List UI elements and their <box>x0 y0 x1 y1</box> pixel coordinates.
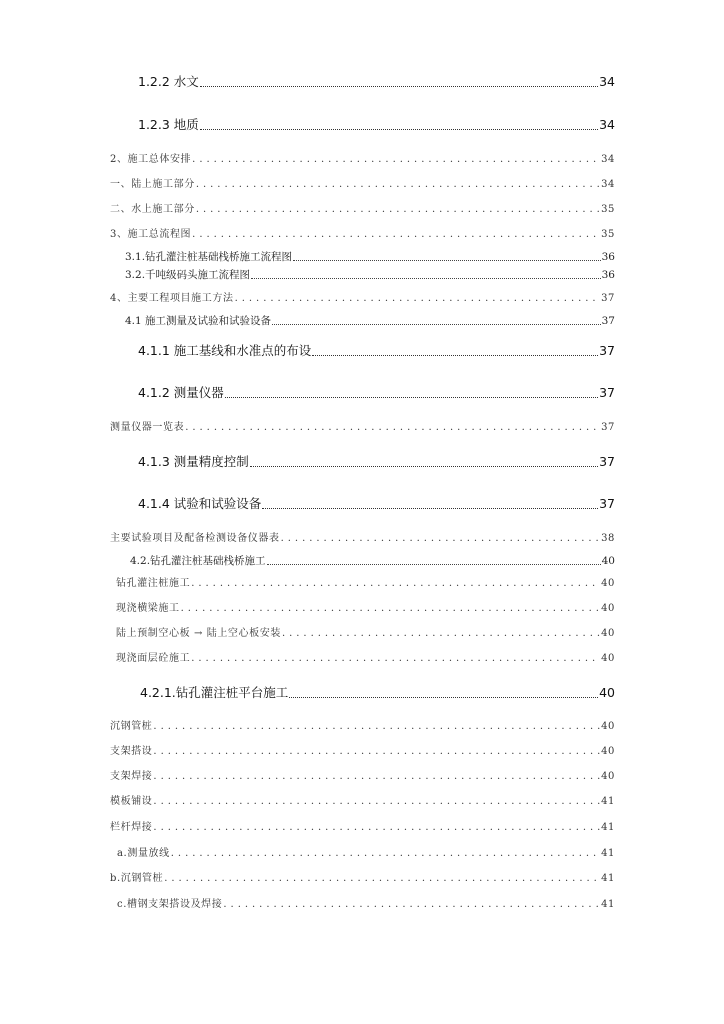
toc-entry-page: 35 <box>601 229 615 240</box>
toc-entry-title: 沉钢管桩 <box>110 721 153 732</box>
toc-entry-title: 4、主要工程项目施工方法 <box>110 293 234 304</box>
toc-entry-title: 1.2.2 水文 <box>138 74 199 89</box>
toc-entry-title: 支架搭设 <box>110 746 153 757</box>
toc-entry[interactable] <box>110 150 615 165</box>
toc-entry-page: 36 <box>601 251 615 263</box>
toc-entry-title: 4.2.钻孔灌注桩基础栈桥施工 <box>130 555 266 567</box>
toc-entry-title: 4.1.4 试验和试验设备 <box>138 496 262 511</box>
toc-entry-page: 40 <box>599 685 615 700</box>
toc-entry-title: 4.1.2 测量仪器 <box>138 385 224 400</box>
toc-entry[interactable] <box>130 553 615 568</box>
toc-entry-page: 37 <box>599 343 615 358</box>
toc-entry-title: 陆上预制空心板 → 陆上空心板安装 <box>116 628 281 639</box>
toc-entry-page: 34 <box>601 154 615 165</box>
toc-entry[interactable] <box>138 341 615 359</box>
toc-entry-page: 40 <box>601 746 615 757</box>
toc-entry-page: 41 <box>601 822 615 833</box>
toc-entry[interactable] <box>125 249 615 264</box>
toc-entry[interactable] <box>117 895 615 910</box>
toc-entry[interactable] <box>110 742 615 757</box>
toc-entry-title: 测量仪器一览表 <box>110 422 185 433</box>
toc-entry-page: 37 <box>601 315 615 327</box>
toc-entry-title: 栏杆焊接 <box>110 822 153 833</box>
toc-entry-title: a.测量放线 <box>117 848 170 859</box>
toc-entry[interactable] <box>110 767 615 782</box>
toc-entry-page: 40 <box>601 603 615 614</box>
toc-entry[interactable] <box>116 624 615 639</box>
toc-entry-page: 40 <box>601 628 615 639</box>
toc-entry-title: b.沉钢管桩 <box>110 873 164 884</box>
toc-entry[interactable] <box>117 844 615 859</box>
toc-entry-title: 二、水上施工部分 <box>110 204 195 215</box>
toc-entry-page: 40 <box>601 653 615 664</box>
toc-entry-title: 模板铺设 <box>110 796 153 807</box>
toc-entry-title: 2、施工总体安排 <box>110 154 192 165</box>
toc-entry-page: 37 <box>599 385 615 400</box>
toc-entry-page: 34 <box>599 74 615 89</box>
toc-entry-page: 40 <box>601 721 615 732</box>
toc-entry-title: 4.1.1 施工基线和水准点的布设 <box>138 343 312 358</box>
toc-entry-page: 40 <box>601 555 615 567</box>
toc-entry-page: 35 <box>601 204 615 215</box>
toc-entry-page: 37 <box>599 454 615 469</box>
toc-entry[interactable] <box>138 115 615 133</box>
toc-entry-title: 4.1 施工测量及试验和试验设备 <box>125 315 272 327</box>
toc-entry[interactable] <box>110 418 615 433</box>
toc-entry[interactable] <box>110 529 615 544</box>
toc-entry[interactable] <box>110 869 615 884</box>
toc-entry-page: 41 <box>601 848 615 859</box>
toc-entry-page: 37 <box>601 422 615 433</box>
toc-entry[interactable] <box>138 494 615 512</box>
toc-entry[interactable] <box>110 289 615 304</box>
toc-entry-title: 钻孔灌注桩施工 <box>116 578 191 589</box>
toc-entry-title: 现浇面层砼施工 <box>116 653 191 664</box>
toc-entry-title: 1.2.3 地质 <box>138 117 199 132</box>
toc-entry-page: 34 <box>601 179 615 190</box>
toc-entry-page: 36 <box>601 269 615 281</box>
toc-entry[interactable] <box>110 175 615 190</box>
toc-entry-title: 4.2.1.钻孔灌注桩平台施工 <box>140 685 289 700</box>
toc-entry-page: 38 <box>601 533 615 544</box>
toc-entry[interactable] <box>110 717 615 732</box>
toc-entry[interactable] <box>110 792 615 807</box>
toc-entry-title: 一、陆上施工部分 <box>110 179 195 190</box>
toc-entry[interactable] <box>110 200 615 215</box>
toc-entry[interactable] <box>116 649 615 664</box>
toc-entry[interactable] <box>116 574 615 589</box>
toc-entry[interactable] <box>140 683 615 701</box>
toc-entry-title: 4.1.3 测量精度控制 <box>138 454 249 469</box>
toc-entry-title: c.槽钢支架搭设及焊接 <box>117 899 223 910</box>
toc-entry-title: 3.1.钻孔灌注桩基础栈桥施工流程图 <box>125 251 293 263</box>
toc-entry-page: 34 <box>599 117 615 132</box>
toc-entry-page: 41 <box>601 796 615 807</box>
toc-entry[interactable] <box>125 313 615 328</box>
toc-entry-page: 41 <box>601 873 615 884</box>
toc-entry-title: 3、施工总流程图 <box>110 229 192 240</box>
toc-entry-page: 40 <box>601 771 615 782</box>
toc-entry[interactable] <box>138 383 615 401</box>
toc-entry-title: 3.2.千吨级码头施工流程图 <box>125 269 251 281</box>
toc-entry[interactable] <box>138 452 615 470</box>
toc-entry[interactable] <box>110 818 615 833</box>
toc-entry-title: 支架焊接 <box>110 771 153 782</box>
toc-entry-page: 41 <box>601 899 615 910</box>
toc-entry-page: 40 <box>601 578 615 589</box>
toc-entry-page: 37 <box>601 293 615 304</box>
toc-entry-page: 37 <box>599 496 615 511</box>
toc-entry[interactable] <box>116 599 615 614</box>
toc-entry-title: 现浇横梁施工 <box>116 603 180 614</box>
toc-entry-title: 主要试验项目及配备检测设备仪器表 <box>110 533 280 544</box>
toc-entry[interactable] <box>110 225 615 240</box>
toc-entry[interactable] <box>138 72 615 90</box>
toc-entry[interactable] <box>125 267 615 282</box>
